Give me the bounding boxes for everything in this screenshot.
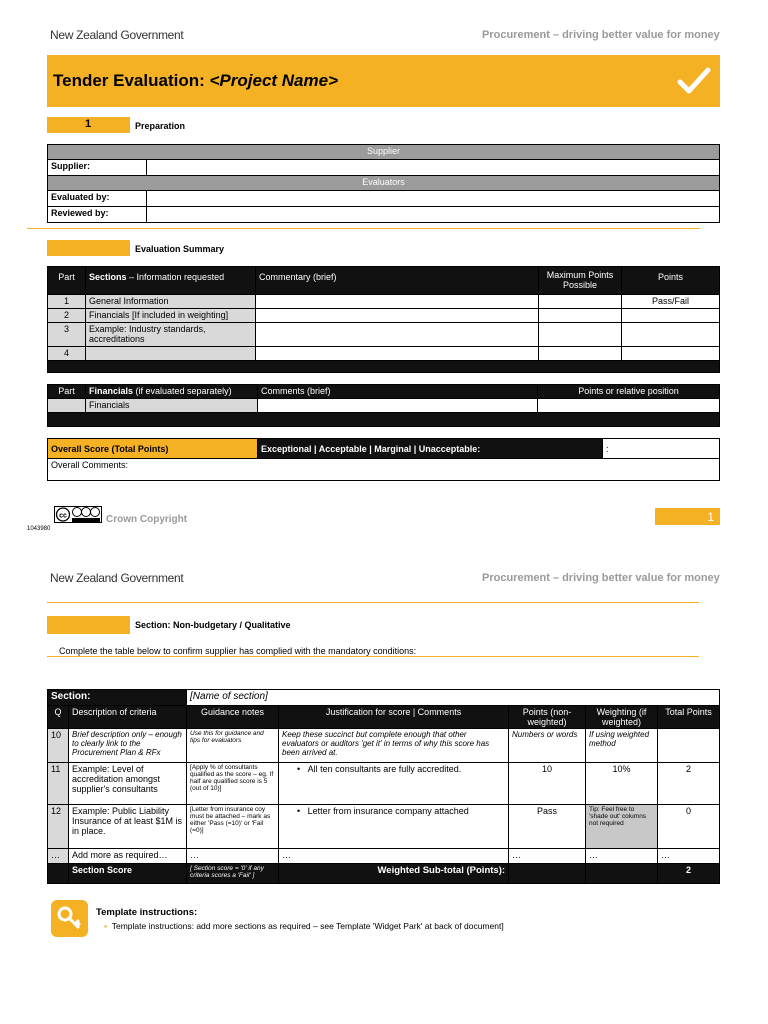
row-justification[interactable]: … [279, 849, 509, 864]
row-points[interactable] [622, 309, 720, 323]
section2-number-box [47, 616, 130, 634]
bullet-dot: • [297, 806, 308, 816]
overall-comments[interactable]: Overall Comments: [48, 459, 720, 481]
col-description: Description of criteria [69, 706, 187, 729]
evaluated-by-field[interactable] [147, 191, 720, 207]
reviewed-by-field[interactable] [147, 207, 720, 223]
fin-col-title [86, 385, 258, 399]
section-name-value[interactable]: [Name of section] [187, 690, 720, 706]
section-number: 1 [85, 118, 92, 130]
summary-footer-bar [48, 361, 720, 373]
supplier-field[interactable] [147, 160, 720, 176]
fin-row-part [48, 399, 86, 413]
weighted-subtotal-value: 2 [658, 864, 720, 884]
bullet-dot: • [297, 764, 308, 774]
row-total[interactable]: … [658, 849, 720, 864]
row-max[interactable] [539, 309, 622, 323]
financials-table [47, 384, 720, 427]
col-commentary: Commentary (brief) [256, 267, 539, 295]
col-q: Q [48, 706, 69, 729]
col-sections-rest: – Information requested [126, 272, 225, 282]
row-part: 4 [48, 347, 86, 361]
row-q: 12 [48, 805, 69, 849]
row-total[interactable] [658, 729, 720, 763]
row-total[interactable]: 2 [658, 763, 720, 805]
criteria-table [47, 689, 720, 884]
col-guidance: Guidance notes [187, 706, 279, 729]
svg-text:cc: cc [59, 512, 67, 520]
row-commentary[interactable] [256, 323, 539, 347]
template-bullet [104, 921, 504, 931]
row-weighting[interactable]: … [586, 849, 658, 864]
row-q: … [48, 849, 69, 864]
row-guidance: [Letter from insurance coy must be attached – mark as either 'Pass (=10)' or 'Fail (=0)] [187, 805, 279, 849]
evaluated-by-label: Evaluated by: [48, 191, 147, 207]
row-justification[interactable] [279, 805, 509, 849]
row-part: 1 [48, 295, 86, 309]
row-points[interactable]: Numbers or words [509, 729, 586, 763]
row-section [86, 347, 256, 361]
supplier-label: Supplier: [48, 160, 147, 176]
financials-footer-bar [48, 413, 720, 427]
row-description: Example: Level of accreditation amongst supplier's consultants [69, 763, 187, 805]
row-points[interactable] [622, 323, 720, 347]
col-total: Total Points [658, 706, 720, 729]
col-points-nw: Points (non-weighted) [509, 706, 586, 729]
page-title-prefix: Tender Evaluation: [53, 71, 210, 90]
row-total[interactable]: 0 [658, 805, 720, 849]
row-section: Financials [If included in weighting] [86, 309, 256, 323]
row-justification[interactable]: Keep these succinct but complete enough that other evaluators or auditors 'get it' in terms of why this score has been arrived at. [279, 729, 509, 763]
key-icon [51, 900, 88, 937]
crown-copyright: Crown Copyright [106, 514, 188, 525]
fin-row-comments[interactable] [258, 399, 538, 413]
row-max[interactable] [539, 323, 622, 347]
row-commentary[interactable] [256, 295, 539, 309]
page-number-box [655, 508, 720, 525]
preparation-table [47, 144, 720, 223]
row-description: Brief description only – enough to clearly link to the Procurement Plan & RFx [69, 729, 187, 763]
document-id: 1043980 [27, 526, 51, 532]
page-tagline: Procurement – driving better value for money [482, 29, 720, 41]
row-justification-text: All ten consultants are fully accredited. [307, 764, 462, 774]
row-weighting[interactable]: If using weighted method [586, 729, 658, 763]
row-q: 10 [48, 729, 69, 763]
col-max-points: Maximum Points Possible [539, 267, 622, 295]
score-row-blank [48, 864, 69, 884]
row-section: Example: Industry standards, accreditations [86, 323, 256, 347]
row-weighting[interactable]: 10% [586, 763, 658, 805]
row-commentary[interactable] [256, 309, 539, 323]
weighted-subtotal-label: Weighted Sub-total (Points): [279, 864, 509, 884]
row-description: Example: Public Liability Insurance of at least $1M is in place. [69, 805, 187, 849]
row-commentary[interactable] [256, 347, 539, 361]
section2-heading: Section: Non-budgetary / Qualitative [135, 620, 291, 630]
row-max[interactable] [539, 295, 622, 309]
fin-row-label: Financials [86, 399, 258, 413]
bullet-dot-orange: ▪ [104, 921, 112, 931]
section-score-label: Section Score [69, 864, 187, 884]
reviewed-by-label: Reviewed by: [48, 207, 147, 223]
row-q: 11 [48, 763, 69, 805]
section-number-box [47, 117, 130, 133]
key-icon-box [51, 900, 88, 937]
summary-number-box [47, 240, 130, 256]
row-description: Add more as required… [69, 849, 187, 864]
row-points[interactable]: Pass/Fail [622, 295, 720, 309]
page-title-project: <Project Name> [209, 71, 339, 90]
nz-government-logo: New Zealand Government [50, 28, 184, 42]
row-justification-text: Letter from insurance company attached [307, 806, 469, 816]
overall-score-table [47, 438, 720, 481]
row-part: 2 [48, 309, 86, 323]
score-blank-weighting [586, 864, 658, 884]
fin-col-points: Points or relative position [538, 385, 720, 399]
row-points[interactable] [622, 347, 720, 361]
evaluators-heading: Evaluators [48, 176, 720, 191]
row-justification[interactable] [279, 763, 509, 805]
page-title [53, 71, 338, 91]
row-points[interactable]: Pass [509, 805, 586, 849]
overall-rating-label: Exceptional | Acceptable | Marginal | Unacceptable: [258, 439, 603, 459]
row-weighting[interactable]: Tip: Feel free to 'shade out' columns not required [586, 805, 658, 849]
instruction-text: Complete the table below to confirm supplier has complied with the mandatory conditions: [59, 646, 417, 656]
row-part: 3 [48, 323, 86, 347]
row-guidance: Use this for guidance and tips for evaluators [187, 729, 279, 763]
fin-col-part: Part [48, 385, 86, 399]
col-points: Points [622, 267, 720, 295]
row-section: General Information [86, 295, 256, 309]
supplier-heading: Supplier [48, 145, 720, 160]
col-sections [86, 267, 256, 295]
page-number: 1 [707, 510, 714, 524]
divider-line [47, 656, 699, 657]
template-title: Template instructions: [96, 907, 198, 918]
summary-heading: Evaluation Summary [135, 244, 225, 254]
row-points[interactable]: 10 [509, 763, 586, 805]
title-banner [47, 55, 720, 107]
divider-line [47, 602, 699, 603]
checkmark-icon [677, 67, 711, 95]
col-weighting: Weighting (if weighted) [586, 706, 658, 729]
fin-row-points[interactable] [538, 399, 720, 413]
overall-rating-field[interactable]: : [603, 439, 720, 459]
page-tagline-2: Procurement – driving better value for money [482, 572, 720, 584]
row-guidance: … [187, 849, 279, 864]
col-part: Part [48, 267, 86, 295]
col-justification: Justification for score | Comments [279, 706, 509, 729]
row-guidance: [Apply % of consultants qualified as the score – eg. If half are qualified score is 5 (out of 10)] [187, 763, 279, 805]
section-name-label: Section: [48, 690, 187, 706]
fin-title-bold: Financials [89, 386, 134, 396]
divider-line [27, 228, 700, 229]
evaluation-summary-table [47, 266, 720, 373]
preparation-heading: Preparation [135, 121, 186, 131]
overall-score-label: Overall Score (Total Points) [48, 439, 258, 459]
fin-col-comments: Comments (brief) [258, 385, 538, 399]
fin-title-rest: (if evaluated separately) [133, 386, 232, 396]
template-bullet-text: Template instructions: add more sections as required – see Template 'Widget Park' at back of document] [111, 921, 504, 931]
creative-commons-icon [54, 506, 102, 523]
nz-government-logo-2: New Zealand Government [50, 571, 184, 585]
score-blank-points [509, 864, 586, 884]
row-max[interactable] [539, 347, 622, 361]
row-points[interactable]: … [509, 849, 586, 864]
section-score-note: [ Section score = '0' if any criteria scores a 'Fail' ] [187, 864, 279, 884]
col-sections-bold: Sections [89, 272, 127, 282]
